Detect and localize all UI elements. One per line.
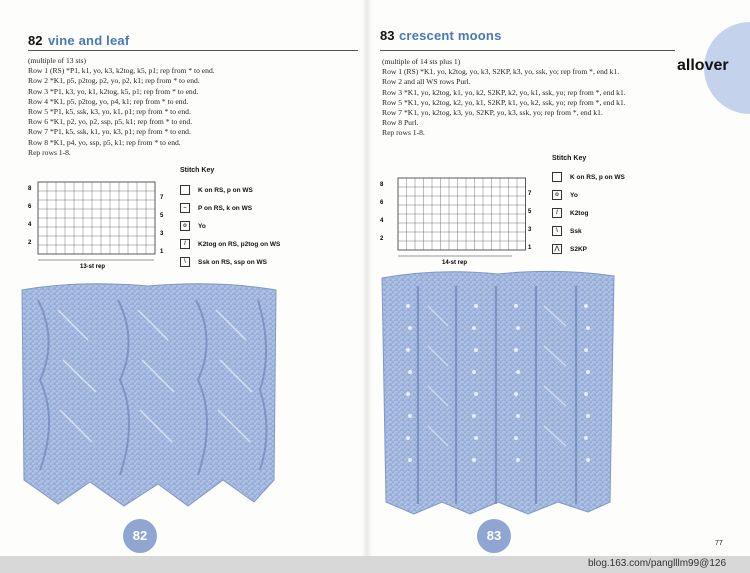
instruction-line: Row 2 *K1, p5, p2tog, p2, yo, p2, k1; rep from * to end. <box>28 76 200 86</box>
key-label: P on RS, k on WS <box>198 204 253 212</box>
stitch-key-title: Stitch Key <box>180 167 215 174</box>
pattern-title-crescent-moons: crescent moons <box>399 28 502 43</box>
swatch-photo-crescent-moons <box>378 266 618 520</box>
instruction-line: Row 4 *K1, p5, p2tog, yo, p4, k1; rep from * to end. <box>28 96 189 106</box>
key-item-knit <box>552 172 625 182</box>
key-item-purl <box>180 203 252 213</box>
repeat-label: 14-st rep <box>442 260 468 266</box>
key-label: Ssk <box>570 227 582 235</box>
key-item-k2tog <box>552 208 588 218</box>
instruction-line: Row 7 *K1, yo, k2tog, k3, yo, S2KP, yo, k3, ssk, yo; rep from *, end k1. <box>382 107 603 117</box>
instruction-line: Row 1 (RS) *K1, yo, k2tog, yo, k3, S2KP, k3, yo, ssk, yo; rep from *, end k1. <box>382 67 620 77</box>
key-symbol <box>180 185 190 195</box>
instruction-line: Row 3 *K1, yo, k2tog, k1, yo, k2, S2KP, k2, yo, k1, ssk, yo; rep from *, end k1. <box>382 87 626 97</box>
right-header-rule <box>380 50 675 51</box>
key-symbol: / <box>180 239 190 249</box>
chart-vine-and-leaf <box>24 176 174 272</box>
key-symbol <box>552 172 562 182</box>
left-header-rule <box>28 50 358 51</box>
row-number: 5 <box>160 213 164 219</box>
row-number: 4 <box>28 222 32 228</box>
instruction-line: (multiple of 14 sts plus 1) <box>382 57 461 66</box>
instruction-line: Rep rows 1-8. <box>28 147 71 157</box>
key-symbol: o <box>552 190 562 200</box>
row-number: 7 <box>528 191 532 197</box>
row-number: 4 <box>380 218 384 224</box>
key-label: K on RS, p on WS <box>198 186 253 194</box>
chart-crescent-moons <box>376 172 546 268</box>
row-number: 3 <box>160 231 164 237</box>
row-number: 5 <box>528 209 532 215</box>
key-item-knit <box>180 185 253 195</box>
key-label: K on RS, p on WS <box>570 173 625 181</box>
page-gutter <box>362 0 372 573</box>
key-label: S2KP <box>570 245 587 253</box>
row-number: 6 <box>28 204 32 210</box>
repeat-label: 13-st rep <box>80 264 106 270</box>
pattern-number-83: 83 <box>380 28 395 43</box>
key-label: Ssk on RS, ssp on WS <box>198 258 267 266</box>
key-symbol: \ <box>552 226 562 236</box>
chart-grid <box>38 182 155 254</box>
instruction-line: Row 5 *K1, yo, k2tog, k2, yo, k1, S2KP, k1, yo, k2, ssk, yo; rep from *, end k1. <box>382 97 626 107</box>
left-instructions <box>28 56 215 158</box>
row-number: 1 <box>160 249 164 255</box>
row-number: 6 <box>380 200 384 206</box>
page-number: 77 <box>715 540 723 547</box>
swatch-photo-vine-and-leaf <box>18 280 280 520</box>
key-label: K2tog <box>570 209 589 217</box>
key-item-yo <box>552 190 578 200</box>
key-label: Yo <box>570 191 578 199</box>
right-instructions <box>382 57 626 139</box>
row-number: 7 <box>160 195 164 201</box>
row-number: 2 <box>28 240 32 246</box>
row-number: 8 <box>380 182 384 188</box>
row-number: 3 <box>528 227 532 233</box>
key-item-ssk <box>552 226 582 236</box>
stitch-key-title: Stitch Key <box>552 155 587 162</box>
key-symbol: – <box>180 203 190 213</box>
key-label: K2tog on RS, p2tog on WS <box>198 240 281 248</box>
swatch-badge-83: 83 <box>477 519 511 553</box>
instruction-line: Row 6 *K1, p2, yo, p2, ssp, p5, k1; rep from * to end. <box>28 117 193 127</box>
key-item-ssk <box>180 257 267 267</box>
instruction-line: Row 5 *P1, k5, ssk, k3, yo, k1, p1; rep from * to end. <box>28 106 191 116</box>
instruction-line: (multiple of 13 sts) <box>28 56 87 65</box>
key-symbol: o <box>180 221 190 231</box>
swatch-badge-82: 82 <box>123 519 157 553</box>
row-number: 2 <box>380 236 384 242</box>
row-number: 1 <box>528 245 532 251</box>
key-symbol: \ <box>180 257 190 267</box>
key-item-s2kp <box>552 244 587 254</box>
pattern-title-vine-and-leaf: vine and leaf <box>48 33 130 48</box>
instruction-line: Row 7 *P1, k5, ssk, k1, yo, k3, p1; rep from * to end. <box>28 127 191 137</box>
chart-grid <box>398 178 526 250</box>
instruction-line: Row 8 *K1, p4, yo, ssp, p5, k1; rep from * to end. <box>28 137 181 147</box>
key-symbol: / <box>552 208 562 218</box>
watermark-text: blog.163.com/panglllm99@126 <box>588 558 727 569</box>
section-label: allover <box>677 57 729 74</box>
pattern-number-82: 82 <box>28 33 43 48</box>
row-number: 8 <box>28 186 32 192</box>
key-item-k2tog <box>180 239 280 249</box>
key-item-yo <box>180 221 206 231</box>
instruction-line: Row 8 Purl. <box>382 118 419 128</box>
instruction-line: Row 2 and all WS rows Purl. <box>382 77 471 87</box>
key-label: Yo <box>198 222 206 230</box>
instruction-line: Row 3 *P1, k3, yo, k1, k2tog, k5, p1; rep from * to end. <box>28 86 199 96</box>
instruction-line: Row 1 (RS) *P1, k1, yo, k3, k2tog, k5, p1; rep from * to end. <box>28 66 215 76</box>
instruction-line: Rep rows 1-8. <box>382 128 425 138</box>
key-symbol: ⋀ <box>552 244 562 254</box>
